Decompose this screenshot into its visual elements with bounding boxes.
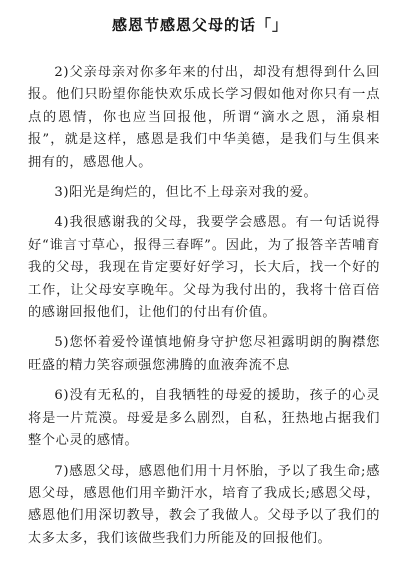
paragraph-7: 7)感恩父母，感恩他们用十月怀胎，予以了我生命;感恩父母，感恩他们用辛勤汗水，培育了我成长;感恩父母，感恩他们用深切教导，教会了我做人。父母予以了我们的太多太多，我们该做些我们力所能及的回报他们。 [28, 463, 380, 546]
paragraph-5: 5)您怀着爱怜谨慎地俯身守护您尽袒露明朗的胸襟您旺盛的精力笑容顽强您沸腾的血液奔流不息 [28, 335, 380, 373]
paragraph-4: 4)我很感谢我的父母，我要学会感恩。有一句话说得好“谁言寸草心，报得三春晖”。因此，为了报答辛苦哺育我的父母，我现在肯定要好好学习，长大后，找一个好的工作，让父母安享晚年。父母为我付出的，我将十倍百倍的感谢回报他们，让他们的付出有价值。 [28, 215, 380, 321]
paragraph-2: 2)父亲母亲对你多年来的付出，却没有想得到什么回报。他们只盼望你能快欢乐成长学习假如他对你只有一点点的恩情，你也应当回报他，所谓“滴水之恩，涌泉相报”，就是这样，感恩是我们中华美德，是我们与生俱来拥有的，感恩他人。 [28, 65, 380, 170]
paragraph-6: 6)没有无私的，自我牺牲的母爱的援助，孩子的心灵将是一片荒漠。母爱是多么剧烈，自私，狂热地占据我们整个心灵的感情。 [28, 388, 380, 449]
paragraph-3: 3)阳光是绚烂的，但比不上母亲对我的爱。 [54, 185, 318, 201]
document-body [28, 62, 380, 558]
document-title: 感恩节感恩父母的话「」 [111, 16, 288, 34]
